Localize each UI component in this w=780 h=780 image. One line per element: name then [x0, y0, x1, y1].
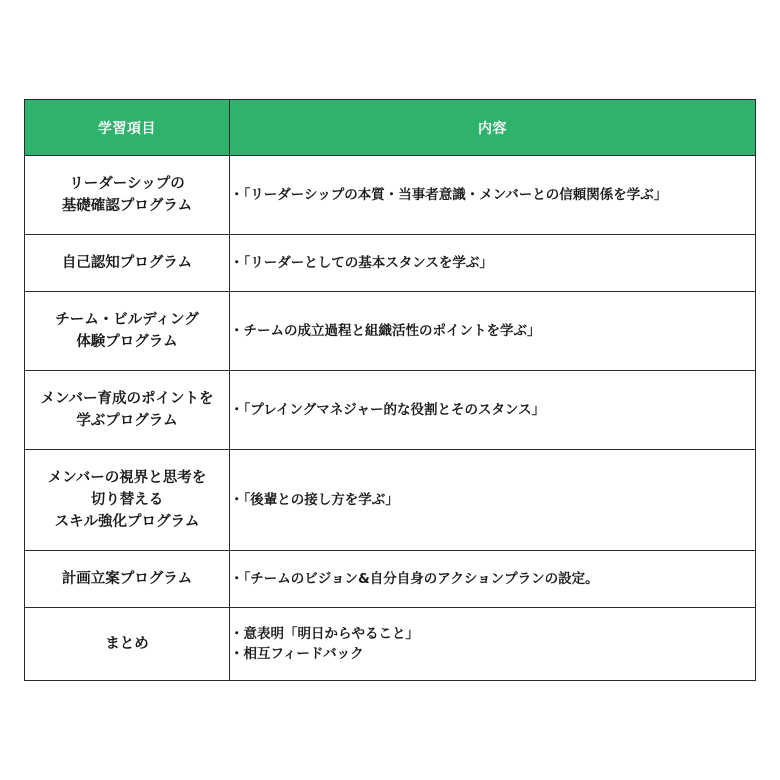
table-row [25, 235, 756, 292]
program-item-cell [25, 156, 230, 235]
program-content-cell [230, 292, 756, 371]
header-item: 学習項目 [25, 100, 230, 156]
program-item-text: 計画立案プログラム [61, 571, 193, 587]
program-item-cell [25, 551, 230, 608]
program-item-text: メンバーの視界と思考を [47, 470, 207, 486]
program-content-text: ・相互フィードバック [230, 646, 364, 662]
table-row [25, 292, 756, 371]
program-item-text: 切り替える [90, 492, 164, 508]
program-content-cell [230, 371, 756, 450]
program-item-text: 学ぶプログラム [76, 413, 178, 429]
program-item-text: 自己認知プログラム [61, 255, 193, 271]
program-item-text: メンバー育成のポイントを [40, 391, 214, 407]
program-item-text: 基礎確認プログラム [61, 198, 193, 214]
table-header [25, 100, 756, 156]
program-item-cell [25, 371, 230, 450]
table-row [25, 371, 756, 450]
program-content-text: ・「リーダーシップの本質・当事者意識・メンバーとの信頼関係を学ぶ」 [230, 187, 668, 203]
program-item-text: スキル強化プログラム [54, 514, 200, 530]
program-item-text: チーム・ビルディング [55, 312, 199, 328]
table-row [25, 608, 756, 681]
table-row [25, 156, 756, 235]
program-content-text: ・「プレイングマネジャー的な役割とそのスタンス」 [230, 402, 546, 418]
program-content-cell [230, 156, 756, 235]
program-item-text: リーダーシップの [69, 176, 185, 192]
header-content: 内容 [230, 100, 756, 156]
program-item-cell [25, 292, 230, 371]
header-row [25, 100, 756, 156]
program-content-cell [230, 551, 756, 608]
program-item-text: 体験プログラム [76, 334, 178, 350]
program-content-cell [230, 450, 756, 551]
table-row [25, 450, 756, 551]
program-content-text: ・「リーダーとしての基本スタンスを学ぶ」 [230, 255, 493, 271]
program-item-cell [25, 235, 230, 292]
program-content-text: ・「後輩との接し方を学ぶ」 [230, 492, 399, 508]
program-content-text: ・「チームのビジョン&自分自身のアクションプランの設定。 [230, 571, 599, 587]
program-content-text: ・チームの成立過程と組織活性のポイントを学ぶ」 [230, 323, 541, 339]
program-table [24, 99, 756, 681]
table-row [25, 551, 756, 608]
program-content-cell [230, 235, 756, 292]
program-content-cell [230, 608, 756, 681]
program-content-text: ・意表明「明日からやること」 [230, 626, 419, 642]
program-item-cell [25, 450, 230, 551]
program-item-text: まとめ [105, 636, 149, 652]
program-item-cell [25, 608, 230, 681]
table-body [25, 156, 756, 681]
